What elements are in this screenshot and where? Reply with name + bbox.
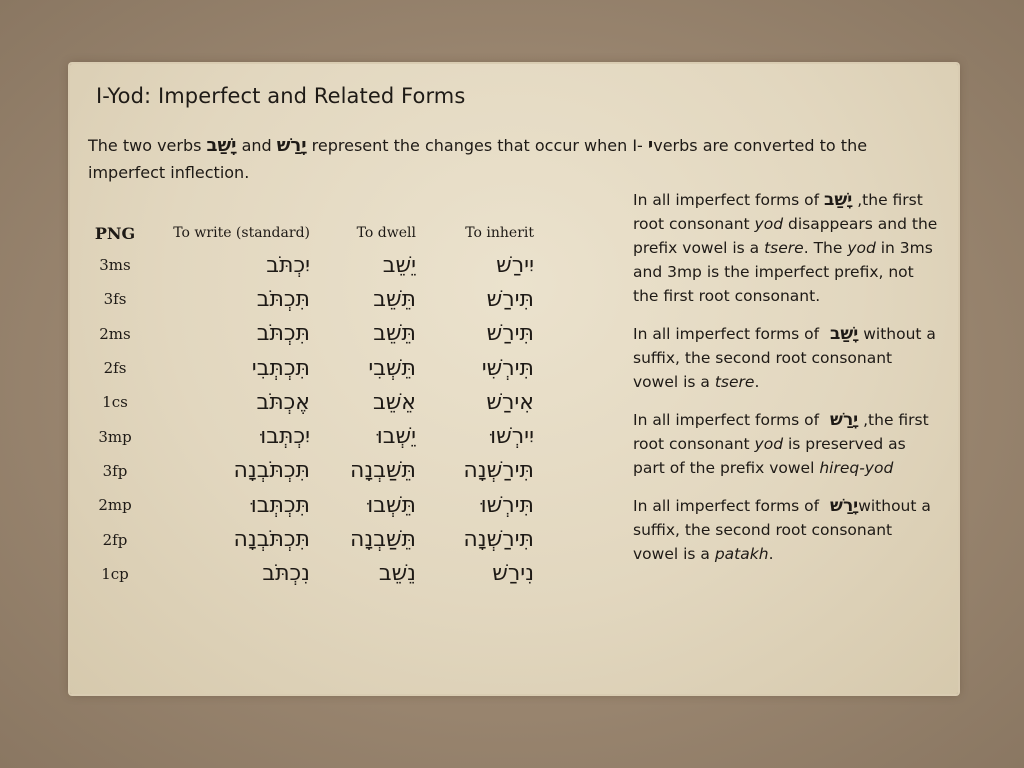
table-row — [86, 385, 534, 419]
png-label: 2ms — [99, 324, 131, 343]
slide-title: I-Yod: Imperfect and Related Forms — [96, 84, 466, 108]
table-row — [86, 248, 534, 282]
inherit-form: תִּירַשׁ — [486, 286, 534, 312]
note-4-text-a: In all imperfect forms of — [633, 497, 825, 515]
table-row — [86, 351, 534, 385]
header-inherit: To inherit — [465, 225, 534, 241]
note-1-text-d: . The — [803, 239, 848, 257]
png-label: 2mp — [98, 496, 132, 515]
note-3-text-a: In all imperfect forms of — [633, 411, 825, 429]
note-2-text-b: without a suffix, the second root consonant vowel is a — [633, 325, 936, 391]
table-body — [86, 248, 534, 591]
header-write: To write (standard) — [173, 225, 310, 241]
dwell-form: תֵּשַׁבְנָה — [350, 458, 416, 484]
note-1-text-c: disappears and the prefix vowel is a — [633, 215, 938, 257]
dwell-form: תֵּשַׁבְנָה — [350, 527, 416, 553]
png-label: 3fp — [102, 461, 128, 480]
write-form: נִכְתֹּב — [262, 561, 310, 587]
note-1-yod2: yod — [847, 239, 876, 257]
write-form: אֶכְתֹּב — [256, 389, 310, 415]
write-form: תִּכְתֹּבְנָה — [233, 458, 310, 484]
png-label: 2fs — [103, 359, 127, 378]
notes-panel — [633, 188, 938, 580]
note-3-text-b: ,the first root consonant — [633, 411, 929, 453]
intro-text-1: The two verbs — [88, 136, 207, 155]
dwell-form: תֵּשְׁבִי — [368, 355, 416, 381]
write-form: תִּכְתְּבוּ — [250, 492, 310, 518]
intro-verb-dwell: יָשַׁב — [206, 135, 237, 156]
write-form: תִּכְתְּבִי — [251, 355, 310, 381]
note-2-text-a: In all imperfect forms of — [633, 325, 825, 343]
table-row — [86, 454, 534, 488]
table-row — [86, 317, 534, 351]
png-label: 3mp — [98, 427, 132, 446]
note-4-text-b: without a suffix, the second root consonant vowel is a — [633, 497, 931, 563]
dwell-form: תֵּשְׁבוּ — [367, 492, 416, 518]
note-1-text-e: in 3ms and 3mp is the imperfect prefix, not the first root consonant. — [633, 239, 933, 305]
note-3-yod: yod — [754, 435, 784, 453]
png-label: 3ms — [99, 256, 131, 275]
inherit-form: תִּירְשִׁי — [481, 355, 534, 381]
note-1-verb: יָשַׁב — [824, 190, 853, 210]
note-3-text-c: is preserved as part of the prefix vowel — [633, 435, 906, 477]
inherit-form: יִירְשׁוּ — [490, 424, 534, 450]
intro-text-3: represent the changes that occur when I- — [306, 136, 648, 155]
dwell-form: יֵשֵׁב — [382, 252, 416, 278]
intro-text-2: and — [236, 136, 277, 155]
note-2-text-c: . — [754, 373, 760, 391]
intro-text-4: verbs are converted to the imperfect inflection. — [88, 136, 868, 182]
png-label: 2fp — [102, 530, 128, 549]
note-1-tsere: tsere — [764, 239, 804, 257]
inherit-form: אִירַשׁ — [486, 389, 534, 415]
write-form: תִּכְתֹּבְנָה — [233, 527, 310, 553]
note-1 — [633, 188, 938, 308]
note-4-verb: יָרַשׁ — [830, 496, 859, 516]
note-1-text-b: ,the first root consonant — [633, 191, 923, 233]
dwell-form: אֵשֵׁב — [372, 389, 416, 415]
table-row — [86, 282, 534, 316]
note-2-verb: יָשַׁב — [830, 324, 859, 344]
inherit-form: יִירַשׁ — [496, 252, 534, 278]
inherit-form: תִּירַשְׁנָה — [463, 458, 534, 484]
table-row — [86, 488, 534, 522]
note-1-yod: yod — [754, 215, 784, 233]
dwell-form: תֵּשֵׁב — [373, 286, 416, 312]
inherit-form: נִירַשׁ — [492, 561, 534, 587]
note-4-text-c: . — [768, 545, 774, 563]
header-png: PNG — [94, 223, 136, 243]
dwell-form: תֵּשֵׁב — [373, 321, 416, 347]
table-row — [86, 557, 534, 591]
header-dwell: To dwell — [356, 225, 416, 241]
inherit-form: תִּירַשְׁנָה — [463, 527, 534, 553]
dwell-form: נֵשֵׁב — [378, 561, 416, 587]
note-3-hireq: hireq-yod — [819, 459, 894, 477]
png-label: 1cp — [101, 564, 129, 583]
write-form: יִכְתְּבוּ — [260, 424, 310, 450]
paradigm-table — [86, 218, 534, 591]
note-2 — [633, 322, 938, 394]
dwell-form: יֵשְׁבוּ — [376, 424, 416, 450]
table-row — [86, 419, 534, 453]
note-4 — [633, 494, 938, 566]
intro-yod-letter: י — [647, 135, 654, 156]
note-3-verb: יָרַשׁ — [830, 410, 859, 430]
write-form: יִכְתֹּב — [266, 252, 310, 278]
note-1-text-a: In all imperfect forms of — [633, 191, 825, 209]
note-4-patakh: patakh — [714, 545, 769, 563]
inherit-form: תִּירְשׁוּ — [480, 492, 534, 518]
note-2-tsere: tsere — [714, 373, 755, 391]
png-label: 1cs — [102, 393, 128, 412]
inherit-form: תִּירַשׁ — [486, 321, 534, 347]
write-form: תִּכְתֹּב — [256, 321, 310, 347]
intro-paragraph — [88, 132, 908, 186]
png-label: 3fs — [103, 290, 127, 309]
write-form: תִּכְתֹּב — [256, 286, 310, 312]
intro-verb-inherit: יָרַשׁ — [276, 135, 307, 156]
note-3 — [633, 408, 938, 480]
table-row — [86, 522, 534, 556]
table-header-row — [86, 218, 534, 248]
